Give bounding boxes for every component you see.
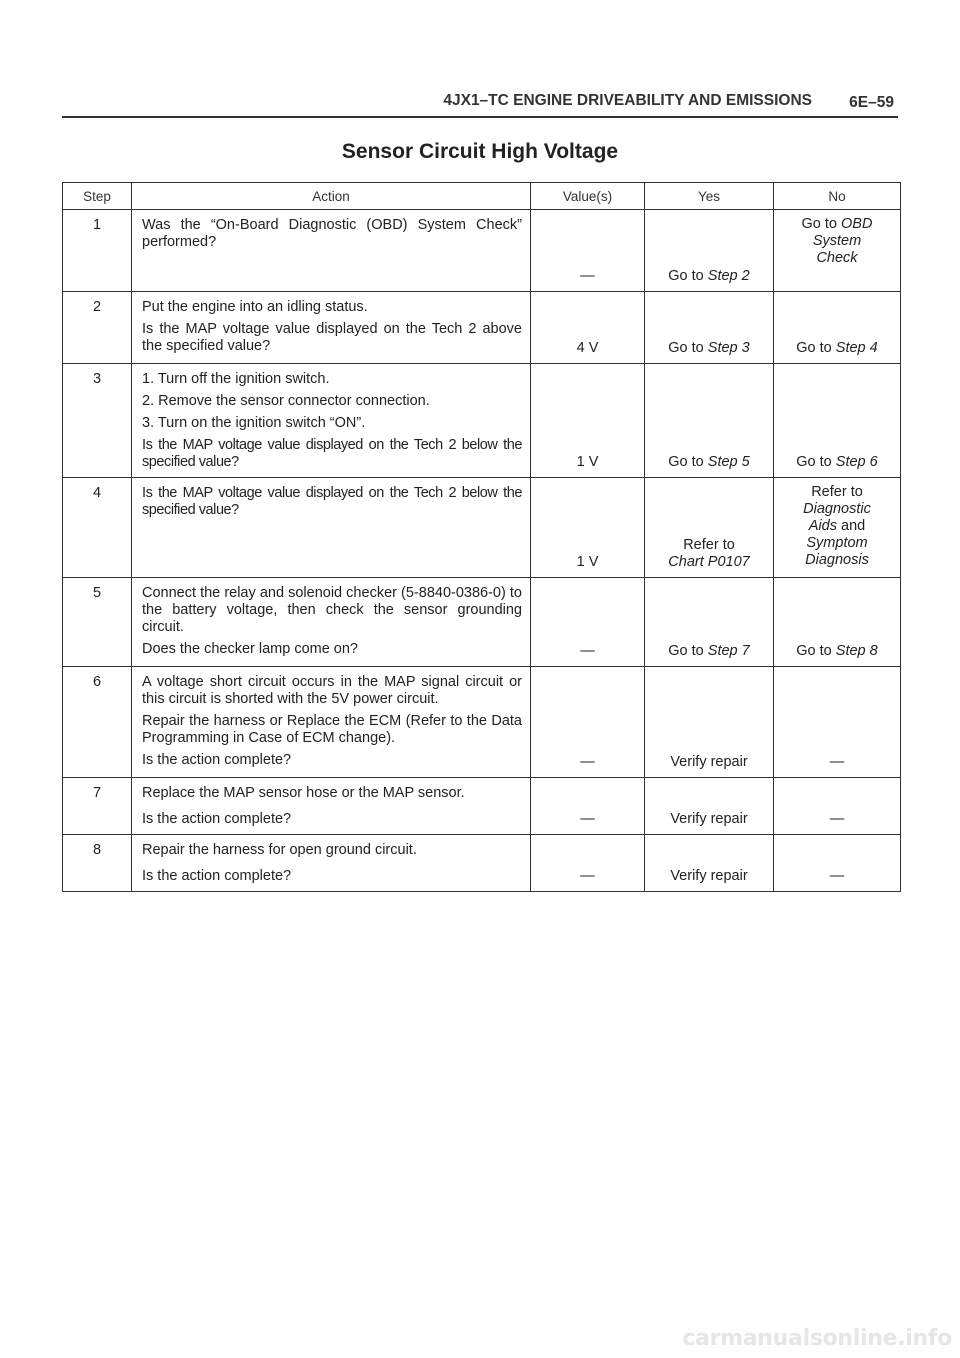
step-number: 6: [63, 667, 132, 778]
yes-cell: Refer to Chart P0107: [645, 478, 774, 578]
action-cell: [132, 292, 531, 364]
value-cell: —: [531, 210, 645, 292]
yes-cell: Verify repair: [645, 667, 774, 778]
no-cell: Go to OBD System Check: [774, 210, 901, 292]
step-number: 2: [63, 292, 132, 364]
value-cell: 1 V: [531, 478, 645, 578]
table-row: [63, 478, 901, 578]
value-cell: —: [531, 778, 645, 835]
action-cell: [132, 835, 531, 892]
value-cell: —: [531, 667, 645, 778]
action-text: Repair the harness or Replace the ECM (Refer to the Data Programming in Case of ECM change).: [142, 713, 522, 746]
action-text: Repair the harness for open ground circuit.: [142, 842, 417, 858]
action-text: Is the action complete?: [142, 811, 292, 827]
col-header-step: Step: [63, 183, 132, 210]
section-title: 4JX1–TC ENGINE DRIVEABILITY AND EMISSIONS: [443, 92, 812, 109]
value-cell: —: [531, 835, 645, 892]
step-number: 7: [63, 778, 132, 835]
step-number: 8: [63, 835, 132, 892]
action-text: Does the checker lamp come on?: [142, 641, 358, 657]
action-cell: [132, 778, 531, 835]
col-header-yes: Yes: [645, 183, 774, 210]
diagnostic-table: [62, 182, 901, 892]
action-text: Replace the MAP sensor hose or the MAP sensor.: [142, 785, 465, 801]
yes-cell: Go to Step 2: [645, 210, 774, 292]
no-cell: —: [774, 667, 901, 778]
step-number: 4: [63, 478, 132, 578]
value-cell: —: [531, 578, 645, 667]
yes-cell: Verify repair: [645, 778, 774, 835]
table-row: [63, 292, 901, 364]
no-cell: Go to Step 8: [774, 578, 901, 667]
page-header: [62, 88, 898, 118]
no-cell: —: [774, 778, 901, 835]
action-text: Is the action complete?: [142, 868, 292, 884]
watermark: carmanualsonline.info: [682, 1326, 952, 1351]
page-title: Sensor Circuit High Voltage: [341, 140, 619, 163]
yes-cell: Verify repair: [645, 835, 774, 892]
action-text: Connect the relay and solenoid checker (5-8840-0386-0) to the battery voltage, then check the sensor grounding circuit.: [142, 585, 522, 635]
table-row: [63, 778, 901, 835]
page-number: 6E–59: [849, 94, 894, 111]
table-row: [63, 835, 901, 892]
action-text: Is the MAP voltage value displayed on the Tech 2 below the specified value?: [142, 437, 522, 470]
value-cell: 4 V: [531, 292, 645, 364]
table-row: [63, 667, 901, 778]
action-text: Is the action complete?: [142, 752, 292, 768]
no-cell: Refer to Diagnostic Aids and Symptom Diagnosis: [774, 478, 901, 578]
col-header-action: Action: [132, 183, 531, 210]
no-cell: —: [774, 835, 901, 892]
action-cell: [132, 364, 531, 478]
action-cell: [132, 667, 531, 778]
yes-cell: Go to Step 5: [645, 364, 774, 478]
table-header-row: [63, 183, 901, 210]
action-text: Is the MAP voltage value displayed on the Tech 2 above the specified value?: [142, 321, 522, 354]
action-text: 3. Turn on the ignition switch “ON”.: [142, 415, 366, 431]
action-cell: [132, 210, 531, 292]
action-text: A voltage short circuit occurs in the MAP signal circuit or this circuit is shorted with the 5V power circuit.: [142, 674, 522, 707]
value-cell: 1 V: [531, 364, 645, 478]
col-header-no: No: [774, 183, 901, 210]
table-row: [63, 210, 901, 292]
step-number: 1: [63, 210, 132, 292]
table-row: [63, 578, 901, 667]
step-number: 3: [63, 364, 132, 478]
step-number: 5: [63, 578, 132, 667]
action-cell: [132, 478, 531, 578]
action-text: Put the engine into an idling status.: [142, 299, 368, 315]
action-text: 2. Remove the sensor connector connection.: [142, 393, 430, 409]
action-text: Was the “On-Board Diagnostic (OBD) System Check” performed?: [142, 217, 522, 250]
action-cell: [132, 578, 531, 667]
action-text: Is the MAP voltage value displayed on the Tech 2 below the specified value?: [142, 485, 522, 518]
action-text: 1. Turn off the ignition switch.: [142, 371, 330, 387]
table-row: [63, 364, 901, 478]
yes-cell: Go to Step 3: [645, 292, 774, 364]
col-header-values: Value(s): [531, 183, 645, 210]
no-cell: Go to Step 4: [774, 292, 901, 364]
no-cell: Go to Step 6: [774, 364, 901, 478]
yes-cell: Go to Step 7: [645, 578, 774, 667]
